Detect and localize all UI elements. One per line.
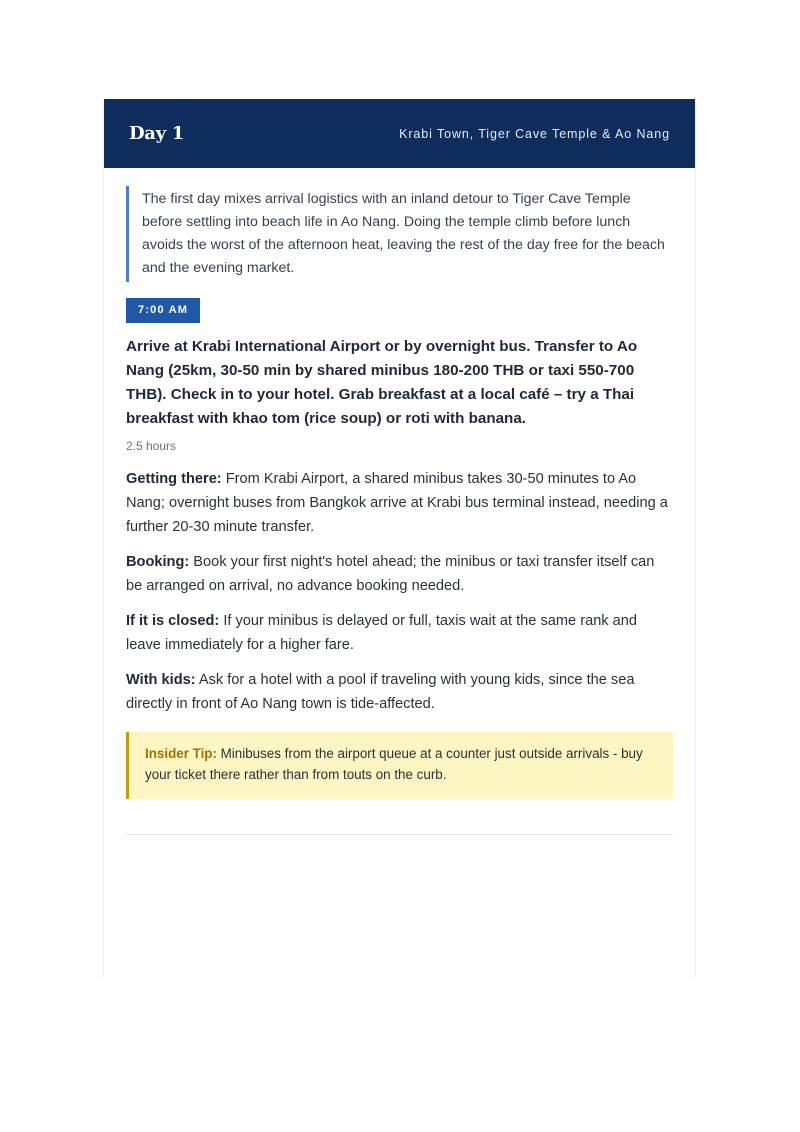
activity-duration: 2.5 hours: [126, 439, 177, 453]
day-title: Day 1: [129, 123, 185, 144]
section-divider: [126, 834, 673, 835]
detail-text: Ask for a hotel with a pool if traveling with young kids, since the sea directly in front of Ao Nang town is tide-affected.: [126, 672, 635, 712]
detail-label: If it is closed:: [126, 613, 220, 629]
detail-text: Book your first night's hotel ahead; the minibus or taxi transfer itself can be arranged on arrival, no advance booking needed.: [126, 554, 655, 594]
day-subtitle: Krabi Town, Tiger Cave Temple & Ao Nang: [399, 126, 670, 141]
detail-with-kids: [126, 668, 673, 716]
detail-getting-there: [126, 467, 673, 539]
tip-text: Minibuses from the airport queue at a counter just outside arrivals - buy your ticket there rather than from touts on the curb.: [145, 746, 643, 782]
detail-if-closed: [126, 609, 673, 657]
time-badge: 7:00 AM: [126, 298, 200, 323]
day-intro: The first day mixes arrival logistics with an inland detour to Tiger Cave Temple before settling into beach life in Ao Nang. Doing the temple climb before lunch avoids the worst of the afternoon heat, leaving the rest of the day free for the beach and the evening market.: [126, 186, 673, 282]
detail-label: Booking:: [126, 554, 190, 570]
insider-tip: [126, 732, 673, 799]
detail-label: With kids:: [126, 672, 196, 688]
detail-text: If your minibus is delayed or full, taxis wait at the same rank and leave immediately for a higher fare.: [126, 613, 638, 653]
day-body: [104, 168, 695, 835]
activity-description: Arrive at Krabi International Airport or by overnight bus. Transfer to Ao Nang (25km, 30-50 min by shared minibus 180-200 THB or taxi 550-700 THB). Check in to your hotel. Grab breakfast at a local café – try a Thai breakfast with khao tom (rice soup) or roti with banana.: [126, 338, 638, 427]
detail-booking: [126, 550, 673, 598]
day-header: [104, 99, 695, 168]
day-card: [103, 99, 696, 979]
detail-label: Getting there:: [126, 471, 222, 487]
tip-label: Insider Tip:: [145, 746, 217, 761]
detail-text: From Krabi Airport, a shared minibus takes 30-50 minutes to Ao Nang; overnight buses from Bangkok arrive at Krabi bus terminal instead, needing a further 20-30 minute transfer.: [126, 471, 668, 535]
